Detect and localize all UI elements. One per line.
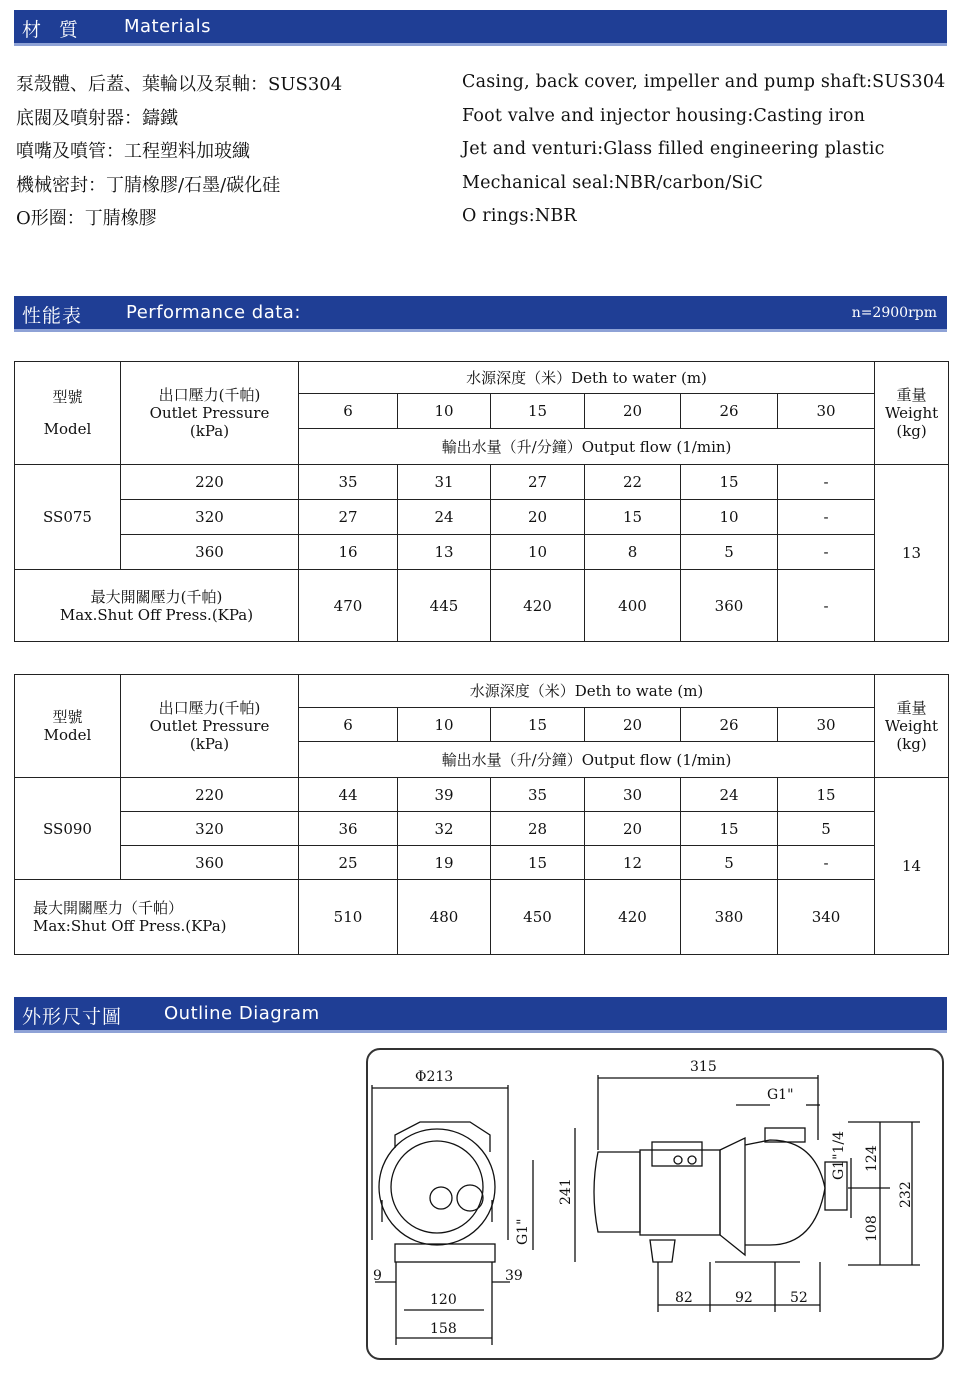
materials-en-line: Mechanical seal:NBR/carbon/SiC <box>462 172 764 193</box>
depth-cell: 30 <box>778 394 875 429</box>
pump-flange <box>720 1138 745 1255</box>
dim-241: 241 <box>558 1178 574 1205</box>
flow-cell: 31 <box>398 465 491 500</box>
materials-zh-line: O形圈：丁腈橡膠 <box>16 208 157 229</box>
flow-cell: 20 <box>491 500 585 535</box>
depth-header: 水源深度（米）Deth to water (m) <box>299 362 875 394</box>
dim-232: 232 <box>898 1181 914 1208</box>
dim-39: 39 <box>505 1268 523 1284</box>
dim-g1-1-4: G1"1/4 <box>831 1130 847 1180</box>
shutoff-label: 最大開關壓力(千帕) Max.Shut Off Press.(KPa) <box>15 570 299 642</box>
materials-en-line: O rings:NBR <box>462 206 577 226</box>
flow-cell: 30 <box>585 778 681 812</box>
flow-cell: 44 <box>299 778 398 812</box>
flow-cell: 15 <box>681 465 778 500</box>
flow-cell: - <box>778 846 875 880</box>
shutoff-cell: 445 <box>398 570 491 642</box>
pressure-cell: 320 <box>121 812 299 846</box>
flow-cell: 10 <box>491 535 585 570</box>
front-port-left <box>430 1187 452 1209</box>
pressure-cell: 320 <box>121 500 299 535</box>
flow-cell: 39 <box>398 778 491 812</box>
flow-cell: 13 <box>398 535 491 570</box>
flow-header: 輸出水量（升/分鐘）Output flow (1/min) <box>299 742 875 778</box>
flow-cell: 16 <box>299 535 398 570</box>
depth-cell: 6 <box>299 708 398 742</box>
dim-120: 120 <box>430 1292 457 1308</box>
depth-header: 水源深度（米）Deth to wate (m) <box>299 675 875 708</box>
materials-en-line: Casing, back cover, impeller and pump shaft:SUS304 <box>462 72 946 92</box>
flow-cell: 24 <box>681 778 778 812</box>
depth-cell: 30 <box>778 708 875 742</box>
flow-cell: - <box>778 500 875 535</box>
flow-cell: 15 <box>681 812 778 846</box>
depth-cell: 15 <box>491 394 585 429</box>
flow-cell: 5 <box>778 812 875 846</box>
materials-zh-line: 機械密封：丁腈橡膠/石墨/碳化硅 <box>16 174 281 196</box>
shutoff-cell: 480 <box>398 880 491 955</box>
pressure-header: 出口壓力(千帕) Outlet Pressure (kPa) <box>121 362 299 465</box>
performance-header-zh: 性能表 <box>22 305 83 327</box>
depth-cell: 20 <box>585 708 681 742</box>
shutoff-cell: 360 <box>681 570 778 642</box>
dim-108: 108 <box>864 1215 880 1242</box>
weight-value: 14 <box>875 778 949 955</box>
flow-cell: 15 <box>585 500 681 535</box>
model-header: 型號 Model <box>15 675 121 778</box>
flow-cell: 24 <box>398 500 491 535</box>
shutoff-cell: 420 <box>585 880 681 955</box>
flow-cell: - <box>778 535 875 570</box>
pressure-header: 出口壓力(千帕) Outlet Pressure (kPa) <box>121 675 299 778</box>
pressure-cell: 360 <box>121 535 299 570</box>
shutoff-cell: 400 <box>585 570 681 642</box>
dim-158: 158 <box>430 1321 457 1337</box>
shutoff-cell: 450 <box>491 880 585 955</box>
materials-zh-line: 底閥及噴射器：鑄鐵 <box>16 107 178 129</box>
materials-header-en: Materials <box>124 16 212 37</box>
weight-header: 重量 Weight (kg) <box>875 675 949 778</box>
shutoff-cell: 470 <box>299 570 398 642</box>
flow-cell: 5 <box>681 846 778 880</box>
dim-phi213: Φ213 <box>415 1069 454 1085</box>
front-port-right <box>457 1185 483 1211</box>
flow-cell: 27 <box>491 465 585 500</box>
materials-zh-line: 泵殼體、后蓋、葉輪以及泵軸：SUS304 <box>16 74 343 95</box>
shutoff-cell: 380 <box>681 880 778 955</box>
flow-header: 輸出水量（升/分鐘）Output flow (1/min) <box>299 429 875 465</box>
pump-casing <box>745 1140 825 1245</box>
depth-cell: 26 <box>681 394 778 429</box>
materials-zh-line: 噴嘴及噴管：工程塑料加玻纖 <box>16 141 250 162</box>
front-top-outline <box>395 1122 490 1152</box>
dim-92: 92 <box>735 1290 753 1306</box>
model-header: 型號 Model <box>15 362 121 465</box>
shutoff-cell: 340 <box>778 880 875 955</box>
flow-cell: 19 <box>398 846 491 880</box>
front-base <box>395 1244 495 1262</box>
pressure-cell: 220 <box>121 778 299 812</box>
depth-cell: 10 <box>398 394 491 429</box>
materials-en-line: Foot valve and injector housing:Casting iron <box>462 105 866 126</box>
dim-52: 52 <box>790 1290 808 1306</box>
flow-cell: 32 <box>398 812 491 846</box>
materials-en-line: Jet and venturi:Glass filled engineering plastic <box>462 139 885 159</box>
motor-end-cap <box>594 1152 640 1232</box>
flow-cell: 8 <box>585 535 681 570</box>
pressure-cell: 360 <box>121 846 299 880</box>
flow-cell: 20 <box>585 812 681 846</box>
depth-cell: 10 <box>398 708 491 742</box>
depth-cell: 6 <box>299 394 398 429</box>
flow-cell: 15 <box>491 846 585 880</box>
flow-cell: 35 <box>491 778 585 812</box>
pressure-cell: 220 <box>121 465 299 500</box>
shutoff-cell: 510 <box>299 880 398 955</box>
outline-header-en: Outline Diagram <box>164 1003 320 1024</box>
flow-cell: 5 <box>681 535 778 570</box>
flow-cell: 12 <box>585 846 681 880</box>
depth-cell: 20 <box>585 394 681 429</box>
weight-header: 重量 Weight (kg) <box>875 362 949 465</box>
dim-g1-front: G1" <box>515 1218 531 1245</box>
flow-cell: 35 <box>299 465 398 500</box>
rpm-label: n=2900rpm <box>851 305 937 321</box>
outline-header-zh: 外形尺寸圖 <box>22 1006 123 1028</box>
shutoff-cell: 420 <box>491 570 585 642</box>
weight-value: 13 <box>875 465 949 642</box>
shutoff-label: 最大開關壓力（千帕） Max:Shut Off Press.(KPa) <box>15 880 299 955</box>
model-name: SS090 <box>15 778 121 880</box>
performance-header-en: Performance data: <box>126 302 301 323</box>
flow-cell: 25 <box>299 846 398 880</box>
dim-124: 124 <box>864 1145 880 1172</box>
flow-cell: - <box>778 465 875 500</box>
flow-cell: 27 <box>299 500 398 535</box>
flow-cell: 28 <box>491 812 585 846</box>
front-housing-inner <box>391 1141 483 1233</box>
dim-82: 82 <box>675 1290 693 1306</box>
flow-cell: 10 <box>681 500 778 535</box>
model-name: SS075 <box>15 465 121 570</box>
materials-header-zh: 材 質 <box>22 19 85 41</box>
dim-g1-top: G1" <box>767 1087 794 1103</box>
flow-cell: 22 <box>585 465 681 500</box>
flow-cell: 15 <box>778 778 875 812</box>
motor-foot <box>650 1240 675 1262</box>
depth-cell: 15 <box>491 708 585 742</box>
depth-cell: 26 <box>681 708 778 742</box>
flow-cell: 36 <box>299 812 398 846</box>
dim-9: 9 <box>373 1268 382 1284</box>
shutoff-cell: - <box>778 570 875 642</box>
dim-315: 315 <box>690 1059 717 1075</box>
